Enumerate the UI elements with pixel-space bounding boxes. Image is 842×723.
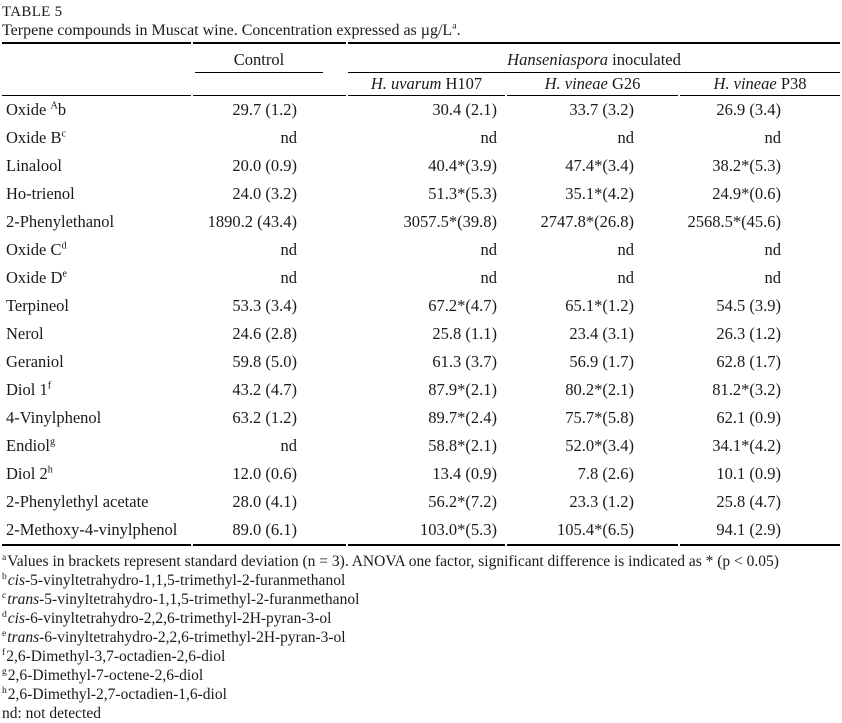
value-cell: 54.5 (3.9) [716, 296, 782, 315]
value-cell: 52.0*(3.4) [565, 436, 634, 455]
value-cell: 65.1*(1.2) [565, 296, 634, 315]
table-row [2, 348, 840, 376]
subheader-empty-cell [2, 73, 191, 96]
value-cell: 89.7*(2.4) [428, 408, 497, 427]
value-cell: nd [617, 128, 634, 147]
compound-cell: Oxide De [6, 268, 67, 287]
footnotes-block [0, 552, 842, 723]
value-cell: 56.9 (1.7) [569, 352, 634, 371]
value-cell: nd [764, 240, 782, 259]
value-cell: 25.8 (4.7) [716, 492, 782, 511]
value-cell: 43.2 (4.7) [232, 380, 297, 399]
value-cell: 26.3 (1.2) [716, 324, 782, 343]
value-cell: 35.1*(4.2) [565, 184, 634, 203]
value-cell: 12.0 (0.6) [232, 464, 297, 483]
value-cell: 89.0 (6.1) [193, 516, 346, 546]
table-row [2, 516, 840, 546]
compound-cell: Geraniol [6, 352, 64, 371]
value-cell: 58.8*(2.1) [428, 436, 497, 455]
compound-cell: Diol 1$^f$ [6, 380, 52, 399]
value-cell: 75.7*(5.8) [565, 408, 634, 427]
value-cell: 24.0 (3.2) [232, 184, 297, 203]
compound-cell: 2-Phenylethanol [6, 212, 115, 231]
compound-cell: 2-Phenylethyl acetate [6, 492, 149, 511]
value-cell: 28.0 (4.1) [232, 492, 297, 511]
value-cell: 51.3*(5.3) [428, 184, 497, 203]
header-empty-cell [2, 42, 191, 73]
value-cell: 80.2*(2.1) [565, 380, 634, 399]
value-cell: 56.2*(7.2) [428, 492, 497, 511]
table-row [2, 208, 840, 236]
footnote-line: $^g$2,6-Dimethyl-7-octene-2,6-diol [2, 665, 204, 684]
compound-cell: Endiol$^g$ [6, 436, 56, 455]
value-cell: 3057.5*(39.8) [403, 212, 497, 231]
compound-cell: Oxide $C^d$ [6, 240, 67, 259]
value-cell: nd [480, 240, 497, 259]
value-cell: nd [280, 240, 297, 259]
compound-cell: 4-Vinylphenol [6, 408, 102, 427]
header-row-strains [2, 73, 840, 96]
subcol-header: H. vineae G26 [507, 73, 678, 96]
value-cell: 103.0*(5.3) [348, 516, 505, 546]
subheader-empty-cell [193, 73, 346, 96]
footnote-line: $^c$trans-5-vinyltetrahydro-1,1,5-trimethyl-2-furanmethanol [2, 589, 360, 608]
table-row [2, 320, 840, 348]
value-cell: 26.9 (3.4) [716, 100, 782, 119]
value-cell: nd [280, 436, 297, 455]
value-cell: nd [617, 268, 634, 287]
value-cell: 1890.2 (43.4) [207, 212, 297, 231]
footnote-line: $^b$cis-5-vinyltetrahydro-1,1,5-trimethyl-2-furanmethanol [2, 570, 346, 589]
table-row [2, 236, 840, 264]
header-group-genus: Hanseniaspora [507, 50, 608, 69]
table-row [2, 264, 840, 292]
value-cell: 20.0 (0.9) [232, 156, 297, 175]
value-cell: 13.4 (0.9) [432, 464, 497, 483]
footnote-line: $^a$Values in brackets represent standard deviation (n = 3). ANOVA one factor, significant difference is indicated as * (p < 0.05) [2, 551, 779, 570]
table-body [2, 96, 840, 546]
value-cell: 53.3 (3.4) [232, 296, 297, 315]
value-cell: 94.1 (2.9) [680, 516, 840, 546]
footnote-line: nd: not detected [2, 705, 101, 722]
value-cell: 30.4 (2.1) [432, 100, 497, 119]
header-control-label: Control [195, 50, 323, 73]
header-group-rest: inoculated [608, 50, 681, 69]
value-cell: 29.7 (1.2) [232, 100, 297, 119]
value-cell: 10.1 (0.9) [716, 464, 782, 483]
compound-cell: Diol 2$^h$ [6, 464, 53, 483]
value-cell: 2568.5*(45.6) [687, 212, 782, 231]
footnote-line: $^d$cis-6-vinyltetrahydro-2,2,6-trimethyl-2H-pyran-3-ol [2, 608, 332, 627]
table-row [2, 124, 840, 152]
value-cell: 62.8 (1.7) [716, 352, 782, 371]
value-cell: 62.1 (0.9) [716, 408, 782, 427]
compound-cell: Terpineol [6, 296, 69, 315]
table-row [2, 460, 840, 488]
compound-cell: Oxide $B^c$ [6, 128, 67, 147]
value-cell: 61.3 (3.7) [432, 352, 497, 371]
value-cell: 7.8 (2.6) [577, 464, 634, 483]
table-row [2, 376, 840, 404]
value-cell: 47.4*(3.4) [565, 156, 634, 175]
caption-superscript: a [452, 20, 457, 32]
compound-cell: Ho-trienol [6, 184, 75, 203]
value-cell: 81.2*(3.2) [712, 380, 782, 399]
caption-period: . [456, 22, 461, 39]
value-cell: 33.7 (3.2) [569, 100, 634, 119]
value-cell: 40.4*(3.9) [428, 156, 497, 175]
value-cell: 24.9*(0.6) [712, 184, 782, 203]
value-cell: nd [480, 128, 497, 147]
value-cell: nd [617, 240, 634, 259]
value-cell: 25.8 (1.1) [432, 324, 497, 343]
header-control [193, 42, 346, 73]
value-cell: 23.4 (3.1) [569, 324, 634, 343]
value-cell: nd [764, 268, 782, 287]
table-row [2, 180, 840, 208]
table-row [2, 292, 840, 320]
terpene-table [0, 42, 842, 546]
subcol-header: H. uvarum H107 [348, 73, 505, 96]
table-row [2, 152, 840, 180]
value-cell: 59.8 (5.0) [232, 352, 297, 371]
header-group-hanseniaspora [348, 42, 840, 73]
table-row [2, 432, 840, 460]
footnote-line: $^e$trans-6-vinyltetrahydro-2,2,6-trimethyl-2H-pyran-3-ol [2, 627, 346, 646]
caption-text: Terpene compounds in Muscat wine. Concentration expressed as µg/L [2, 22, 453, 39]
table-caption [2, 21, 842, 41]
footnote-line: $^h$2,6-Dimethyl-2,7-octadien-1,6-diol [2, 684, 227, 703]
title-block [0, 0, 842, 41]
table-header [2, 42, 840, 96]
value-cell: 38.2*(5.3) [712, 156, 782, 175]
compound-cell: Oxide $^A$b [6, 100, 67, 119]
compound-cell: 2-Methoxy-4-vinylphenol [2, 516, 191, 546]
header-row-groups [2, 42, 840, 73]
value-cell: 34.1*(4.2) [712, 436, 782, 455]
compound-cell: Linalool [6, 156, 62, 175]
value-cell: 87.9*(2.1) [428, 380, 497, 399]
footnote-line: $^f$2,6-Dimethyl-3,7-octadien-2,6-diol [2, 646, 226, 665]
value-cell: 67.2*(4.7) [428, 296, 497, 315]
value-cell: nd [280, 268, 297, 287]
compound-cell: Nerol [6, 324, 44, 343]
value-cell: 24.6 (2.8) [232, 324, 297, 343]
table-row [2, 96, 840, 124]
subcol-header: H. vineae P38 [680, 73, 840, 96]
table-row [2, 404, 840, 432]
table-label: TABLE 5 [2, 4, 63, 20]
value-cell: 2747.8*(26.8) [540, 212, 634, 231]
value-cell: nd [764, 128, 782, 147]
value-cell: 63.2 (1.2) [232, 408, 297, 427]
value-cell: 23.3 (1.2) [569, 492, 634, 511]
table-row [2, 488, 840, 516]
value-cell: 105.4*(6.5) [507, 516, 678, 546]
value-cell: nd [280, 128, 297, 147]
value-cell: nd [480, 268, 497, 287]
